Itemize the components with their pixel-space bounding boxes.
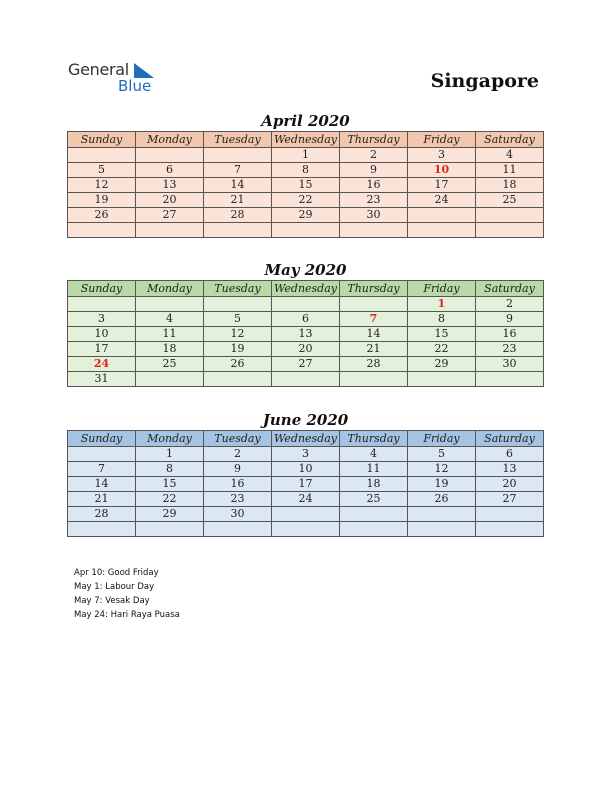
day-cell [408,148,476,163]
day-cell [408,342,476,357]
day-number: 8 [166,462,173,475]
day-cell [408,178,476,193]
day-cell [204,477,272,492]
day-number: 14 [230,178,245,191]
day-cell [340,357,408,372]
week-row [68,178,544,193]
day-cell [272,193,340,208]
day-cell [68,357,136,372]
day-cell [476,297,544,312]
day-cell [408,447,476,462]
day-cell [408,327,476,342]
day-cell [136,327,204,342]
week-row [68,492,544,507]
day-number: 16 [366,178,381,191]
weekday-header: Wednesday [272,431,340,447]
day-cell [136,372,204,387]
day-cell [476,447,544,462]
month-title: June 2020 [262,411,349,429]
day-number: 4 [166,312,173,325]
day-number: 9 [370,163,377,176]
weekday-header: Monday [136,132,204,148]
day-cell [408,507,476,522]
day-cell [136,492,204,507]
day-cell [204,327,272,342]
day-cell [408,297,476,312]
day-number: 11 [366,462,381,475]
week-row [68,312,544,327]
day-cell [204,193,272,208]
day-cell [476,522,544,537]
day-number: 20 [298,342,313,355]
day-cell [204,522,272,537]
month-june [67,411,544,537]
day-number: 15 [162,477,177,490]
day-cell [408,357,476,372]
day-number: 23 [366,193,381,206]
day-number: 10 [94,327,109,340]
month-april [67,112,544,238]
day-number: 18 [366,477,381,490]
day-cell [272,477,340,492]
day-number: 16 [502,327,517,340]
day-number: 13 [502,462,517,475]
day-number: 6 [166,163,173,176]
calendar-table [67,131,544,238]
weekday-header: Friday [408,281,476,297]
day-cell [68,223,136,238]
day-cell [68,507,136,522]
weekday-header: Sunday [68,281,136,297]
day-number: 18 [502,178,517,191]
weekday-header: Sunday [68,132,136,148]
day-cell [204,372,272,387]
day-cell [476,208,544,223]
week-row [68,462,544,477]
day-number: 7 [234,163,241,176]
logo-word-general: General [68,60,129,79]
day-number: 6 [506,447,513,460]
day-cell [204,342,272,357]
day-cell [340,193,408,208]
day-number: 24 [93,357,110,370]
month-title: May 2020 [264,261,347,279]
day-cell [340,462,408,477]
day-cell [340,522,408,537]
day-cell [340,492,408,507]
day-cell [476,462,544,477]
week-row [68,372,544,387]
day-cell [68,462,136,477]
weekday-header: Tuesday [204,132,272,148]
weekday-header: Saturday [476,431,544,447]
day-cell [68,342,136,357]
day-cell [68,492,136,507]
calendar-table [67,430,544,537]
holiday-note: May 1: Labour Day [74,582,155,592]
day-cell [68,312,136,327]
day-number: 9 [506,312,513,325]
day-number: 20 [502,477,517,490]
day-number: 19 [230,342,245,355]
weekday-header-row [68,431,544,447]
day-number: 7 [369,312,378,325]
day-cell [476,507,544,522]
day-cell [204,507,272,522]
logo [68,60,168,100]
day-cell [340,163,408,178]
day-cell [340,178,408,193]
day-cell [476,312,544,327]
week-row [68,208,544,223]
weekday-header: Monday [136,281,204,297]
day-number: 11 [502,163,517,176]
day-cell [136,163,204,178]
day-number: 31 [94,372,109,385]
weekday-header: Thursday [340,132,408,148]
week-row [68,297,544,312]
day-cell [340,148,408,163]
weekday-header: Tuesday [204,281,272,297]
day-cell [272,163,340,178]
day-cell [408,522,476,537]
week-row [68,223,544,238]
day-number: 7 [98,462,105,475]
holiday-note: May 7: Vesak Day [74,596,150,606]
day-cell [136,193,204,208]
holiday-note: Apr 10: Good Friday [74,568,159,578]
day-cell [272,522,340,537]
day-cell [68,148,136,163]
day-number: 4 [506,148,513,161]
day-number: 2 [370,148,377,161]
day-cell [340,312,408,327]
day-number: 10 [298,462,313,475]
day-cell [476,342,544,357]
weekday-header: Monday [136,431,204,447]
weekday-header: Wednesday [272,132,340,148]
day-number: 14 [94,477,109,490]
day-cell [272,327,340,342]
day-number: 22 [162,492,177,505]
day-number: 24 [434,193,449,206]
day-number: 17 [298,477,313,490]
day-number: 15 [298,178,313,191]
day-number: 26 [94,208,109,221]
day-cell [136,507,204,522]
day-number: 2 [234,447,241,460]
day-cell [476,193,544,208]
day-cell [476,492,544,507]
day-cell [272,208,340,223]
day-cell [68,477,136,492]
day-cell [340,372,408,387]
day-cell [272,342,340,357]
day-number: 28 [230,208,245,221]
week-row [68,327,544,342]
logo-triangle-icon [134,63,154,78]
day-number: 29 [298,208,313,221]
day-number: 4 [370,447,377,460]
day-number: 3 [438,148,445,161]
day-number: 16 [230,477,245,490]
day-cell [204,163,272,178]
day-number: 1 [302,148,309,161]
day-number: 26 [434,492,449,505]
day-cell [68,327,136,342]
day-cell [204,223,272,238]
day-cell [340,447,408,462]
day-cell [408,312,476,327]
week-row [68,507,544,522]
day-cell [204,357,272,372]
day-cell [476,223,544,238]
day-number: 20 [162,193,177,206]
weekday-header: Friday [408,431,476,447]
day-cell [136,148,204,163]
calendar-table [67,280,544,387]
day-cell [272,312,340,327]
day-number: 12 [230,327,245,340]
day-cell [136,522,204,537]
day-cell [204,492,272,507]
weekday-header: Tuesday [204,431,272,447]
country-title: Singapore [430,70,539,92]
day-number: 22 [298,193,313,206]
day-cell [68,372,136,387]
day-cell [136,357,204,372]
day-number: 5 [234,312,241,325]
day-cell [476,357,544,372]
day-number: 12 [94,178,109,191]
day-cell [204,148,272,163]
day-cell [272,492,340,507]
day-cell [68,178,136,193]
day-cell [476,372,544,387]
day-number: 29 [434,357,449,370]
day-cell [136,178,204,193]
week-row [68,342,544,357]
day-cell [272,462,340,477]
day-cell [68,163,136,178]
day-number: 18 [162,342,177,355]
day-number: 22 [434,342,449,355]
day-number: 28 [366,357,381,370]
day-cell [136,208,204,223]
weekday-header: Saturday [476,281,544,297]
day-cell [204,312,272,327]
day-number: 30 [366,208,381,221]
day-cell [476,327,544,342]
week-row [68,522,544,537]
day-number: 27 [162,208,177,221]
day-cell [272,297,340,312]
day-cell [340,327,408,342]
day-number: 19 [434,477,449,490]
day-number: 2 [506,297,513,310]
day-cell [272,357,340,372]
week-row [68,357,544,372]
day-cell [68,208,136,223]
day-number: 5 [98,163,105,176]
day-cell [68,447,136,462]
weekday-header-row [68,132,544,148]
day-cell [340,477,408,492]
day-number: 21 [94,492,109,505]
week-row [68,477,544,492]
day-cell [204,208,272,223]
week-row [68,148,544,163]
week-row [68,447,544,462]
day-cell [136,462,204,477]
day-number: 19 [94,193,109,206]
month-title: April 2020 [261,112,350,130]
weekday-header: Thursday [340,431,408,447]
day-number: 25 [162,357,177,370]
day-cell [476,163,544,178]
day-cell [340,297,408,312]
day-cell [476,148,544,163]
day-number: 28 [94,507,109,520]
day-cell [408,492,476,507]
day-number: 25 [502,193,517,206]
day-cell [408,208,476,223]
day-cell [272,507,340,522]
day-cell [476,178,544,193]
day-cell [272,372,340,387]
day-number: 27 [502,492,517,505]
day-number: 13 [298,327,313,340]
day-cell [408,462,476,477]
day-cell [136,312,204,327]
day-cell [340,223,408,238]
day-number: 5 [438,447,445,460]
day-number: 6 [302,312,309,325]
day-cell [408,223,476,238]
day-number: 26 [230,357,245,370]
day-cell [136,477,204,492]
day-number: 17 [434,178,449,191]
day-number: 12 [434,462,449,475]
day-number: 21 [230,193,245,206]
weekday-header: Thursday [340,281,408,297]
day-cell [136,223,204,238]
day-number: 23 [230,492,245,505]
logo-word-blue: Blue [118,77,152,95]
weekday-header: Friday [408,132,476,148]
month-may [67,261,544,387]
day-number: 8 [302,163,309,176]
day-cell [204,178,272,193]
weekday-header: Sunday [68,431,136,447]
weekday-header: Wednesday [272,281,340,297]
day-number: 1 [166,447,173,460]
day-cell [136,447,204,462]
day-cell [408,193,476,208]
day-cell [136,342,204,357]
day-number: 30 [502,357,517,370]
day-number: 25 [366,492,381,505]
day-number: 23 [502,342,517,355]
day-cell [136,297,204,312]
weekday-header-row [68,281,544,297]
day-cell [340,507,408,522]
day-cell [272,223,340,238]
day-number: 21 [366,342,381,355]
day-number: 13 [162,178,177,191]
day-number: 29 [162,507,177,520]
day-number: 10 [433,163,450,176]
day-cell [68,297,136,312]
day-cell [204,462,272,477]
day-cell [204,297,272,312]
day-number: 3 [98,312,105,325]
holiday-notes [74,566,180,622]
day-cell [204,447,272,462]
day-cell [476,477,544,492]
day-number: 9 [234,462,241,475]
day-cell [272,178,340,193]
day-cell [272,447,340,462]
holiday-note: May 24: Hari Raya Puasa [74,610,180,620]
day-number: 24 [298,492,313,505]
day-number: 1 [437,297,446,310]
day-number: 8 [438,312,445,325]
day-number: 14 [366,327,381,340]
day-cell [340,208,408,223]
week-row [68,193,544,208]
day-number: 3 [302,447,309,460]
day-cell [272,148,340,163]
day-number: 17 [94,342,109,355]
day-number: 30 [230,507,245,520]
day-cell [340,342,408,357]
day-number: 27 [298,357,313,370]
day-number: 15 [434,327,449,340]
weekday-header: Saturday [476,132,544,148]
day-cell [408,372,476,387]
day-cell [68,522,136,537]
week-row [68,163,544,178]
day-cell [408,163,476,178]
day-cell [408,477,476,492]
day-cell [68,193,136,208]
day-number: 11 [162,327,177,340]
